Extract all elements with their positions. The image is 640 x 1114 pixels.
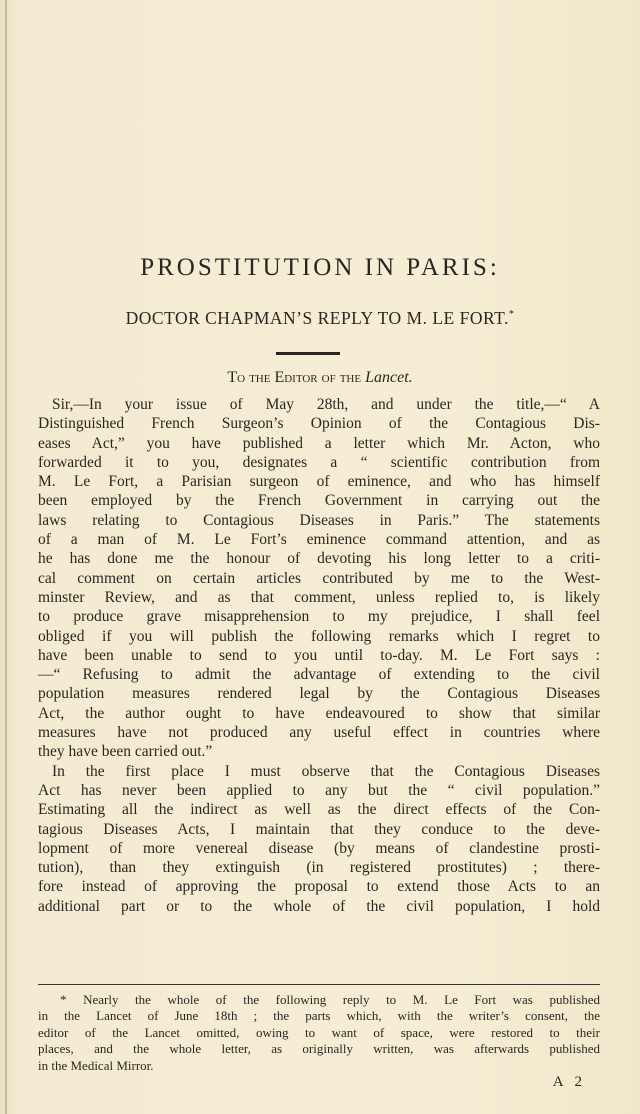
footnote-mark: * [508,309,515,321]
page-edge [5,0,7,1114]
body-line: cal comment on certain articles contributed by me to the West- [38,569,600,587]
footnote-line: places, and the whole letter, as originally written, was afterwards published [38,1041,600,1057]
body-line: laws relating to Contagious Diseases in Paris.” The statements [38,511,600,529]
body-line: to produce grave misapprehension to my prejudice, I shall feel [38,608,600,626]
body-line: they have been carried out.” [38,743,213,761]
signature-mark: A 2 [552,1074,586,1090]
footnote-line: in the Medical Mirror. [38,1057,154,1073]
document-title: PROSTITUTION IN PARIS: [140,254,500,281]
body-line: Act, the author ought to have endeavoured to show that similar [38,704,600,722]
body-line: Act has never been applied to any but the “ civil population.” [38,781,600,799]
letter-heading [0,369,640,387]
footnote [38,992,600,1074]
body-line: eases Act,” you have published a letter which Mr. Acton, who [38,434,600,452]
body-line: measures have not produced any useful effect in countries where [38,724,600,742]
body-line: minster Review, and as that comment, unless replied to, is likely [38,588,600,606]
document-subtitle [0,308,640,329]
title-rule [276,352,340,355]
body-line: population measures rendered legal by the Contagious Diseases [38,685,600,703]
body-line: forwarded it to you, designates a “ scientific contribution from [38,453,600,471]
body-line: tagious Diseases Acts, I maintain that they conduce to the deve- [38,820,600,838]
heading-prefix: To the Editor of the [227,369,362,386]
body-line: have been unable to send to you until to-day. M. Le Fort says : [38,646,600,664]
footnote-rule [38,984,600,985]
body-line: been employed by the French Government in carrying out the [38,492,600,510]
body-line: he has done me the honour of devoting his long letter to a criti- [38,550,600,568]
body-line: M. Le Fort, a Parisian surgeon of eminence, and who has himself [38,473,600,491]
body-line: fore instead of approving the proposal to extend those Acts to an [38,878,600,896]
body-line: Distinguished French Surgeon’s Opinion of the Contagious Dis- [38,415,600,433]
footnote-line: in the Lancet of June 18th ; the parts which, with the writer’s consent, the [38,1008,600,1024]
body-line: additional part or to the whole of the civil population, I hold [38,897,600,915]
footnote-line: * Nearly the whole of the following reply to M. Le Fort was published [60,992,600,1007]
body-line: obliged if you will publish the following remarks which I regret to [38,627,600,645]
body-line: tution), than they extinguish (in registered prostitutes) ; there- [38,859,600,877]
body-line: —“ Refusing to admit the advantage of extending to the civil [38,666,600,684]
body-line: of a man of M. Le Fort’s eminence command attention, and as [38,531,600,549]
letter-body [38,395,600,916]
body-line: In the first place I must observe that the Contagious Diseases [52,762,600,780]
footnote-line: editor of the Lancet omitted, owing to want of space, were restored to their [38,1024,600,1040]
body-line: Sir,—In your issue of May 28th, and under the title,—“ A [52,396,600,413]
subtitle-text: DOCTOR CHAPMAN’S REPLY TO M. LE FORT. [125,308,509,328]
body-line: Estimating all the indirect as well as the direct effects of the Con- [38,801,600,819]
body-line: lopment of more venereal disease (by means of clandestine prosti- [38,839,600,857]
heading-journal: Lancet. [365,369,413,386]
